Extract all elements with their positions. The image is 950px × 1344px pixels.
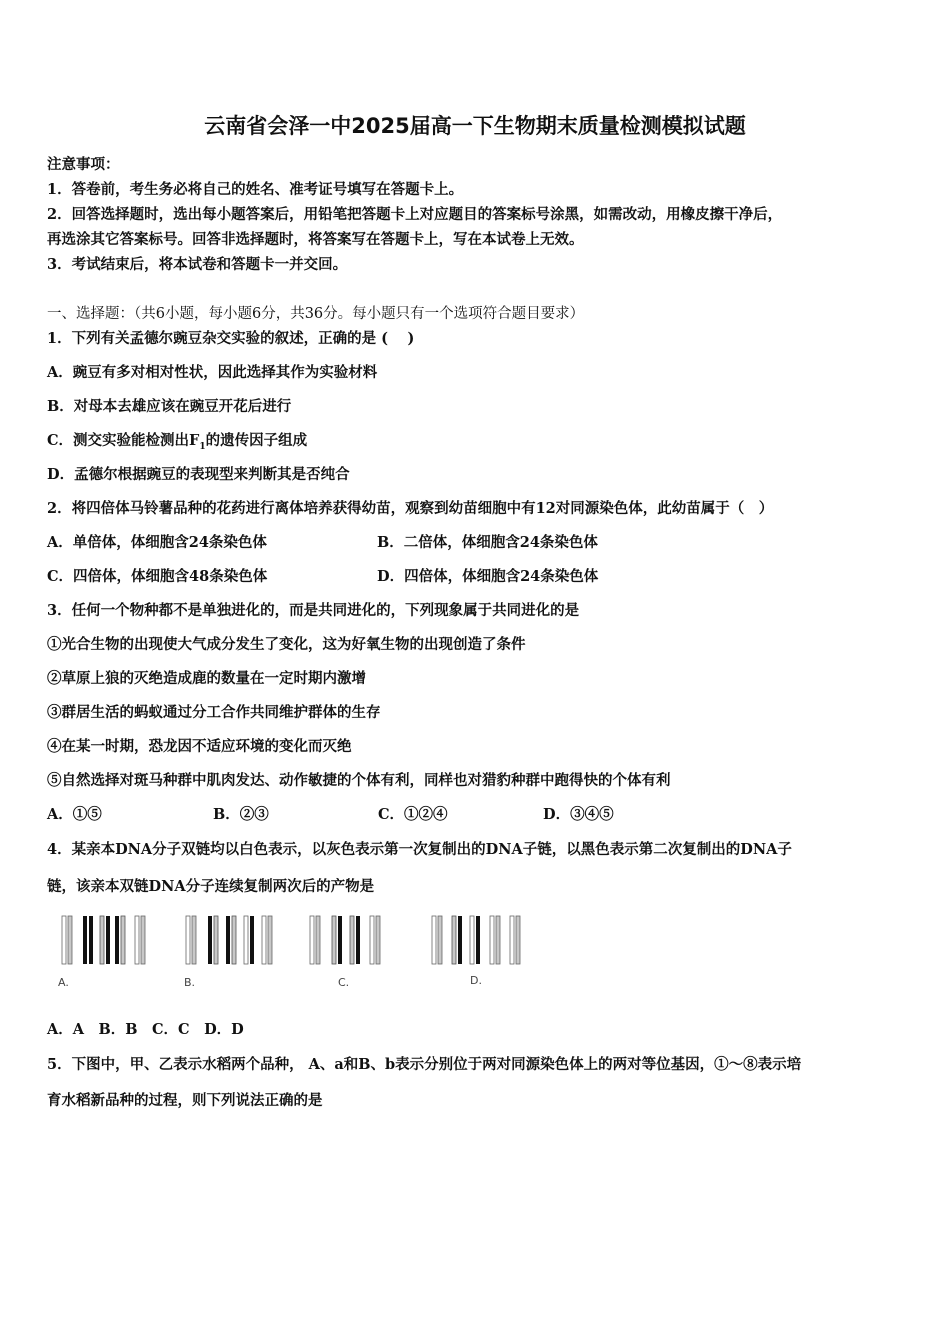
q4-stem-line-1: 4．某亲本DNA分子双链均以白色表示，以灰色表示第一次复制出的DNA子链，以黑色表示第二次复制出的DNA子 — [47, 841, 792, 858]
dna-option-c-label: C. — [338, 976, 350, 989]
q5-stem-line-1: 5．下图中，甲、乙表示水稻两个品种， A、a和B、b表示分别位于两对同源染色体上的两对等位基因，①～⑧表示培 — [47, 1056, 802, 1073]
q1-option-c-post: 的遗传因子组成 — [205, 432, 308, 449]
notice-item-1: 1．答卷前，考生务必将自己的姓名、准考证号填写在答题卡上。 — [47, 181, 464, 198]
q2-options-row-2 — [47, 565, 598, 586]
q2-stem: 2．将四倍体马铃薯品种的花药进行离体培养获得幼苗，观察到幼苗细胞中有12对同源染色体，此幼苗属于（ ） — [47, 500, 774, 517]
q4-options: A．A B．B C．C D．D — [47, 1021, 244, 1038]
q3-options-row — [47, 803, 614, 824]
dna-option-d-label: D. — [470, 974, 482, 987]
dna-option-b-strands — [186, 916, 272, 964]
section-heading: 一、选择题：（共6小题，每小题6分，共36分。每小题只有一个选项符合题目要求） — [47, 306, 585, 322]
q3-option-d: D．③④⑤ — [543, 806, 614, 823]
q2-option-d: D．四倍体，体细胞含24条染色体 — [377, 568, 599, 585]
q4-stem-line-2: 链，该亲本双链DNA分子连续复制两次后的产物是 — [47, 878, 375, 895]
notice-item-2-cont: 再选涂其它答案标号。回答非选择题时，将答案写在答题卡上，写在本试卷上无效。 — [47, 231, 584, 248]
q3-option-c: C．①②④ — [378, 806, 448, 823]
q3-option-b: B．②③ — [213, 806, 269, 823]
q3-statement-3: ③群居生活的蚂蚁通过分工合作共同维护群体的生存 — [47, 704, 381, 721]
q1-option-d: D．孟德尔根据豌豆的表现型来判断其是否纯合 — [47, 466, 350, 483]
q1-option-a: A．豌豆有多对相对性状，因此选择其作为实验材料 — [47, 364, 378, 381]
dna-option-a-strands — [62, 916, 145, 964]
q3-option-a: A．①⑤ — [47, 806, 102, 823]
q2-options-row-1 — [47, 531, 598, 552]
dna-option-c-strands — [310, 916, 380, 964]
notice-heading: 注意事项： — [47, 156, 120, 173]
q5-stem-line-2: 育水稻新品种的过程，则下列说法正确的是 — [47, 1092, 323, 1109]
dna-option-d-strands — [432, 916, 520, 964]
q2-option-b: B．二倍体，体细胞含24条染色体 — [377, 534, 598, 551]
q1-option-b: B．对母本去雄应该在豌豆开花后进行 — [47, 398, 292, 415]
q3-statement-4: ④在某一时期，恐龙因不适应环境的变化而灭绝 — [47, 738, 352, 755]
q2-option-a: A．单倍体，体细胞含24条染色体 — [47, 534, 267, 551]
dna-figure-svg — [52, 910, 532, 994]
notice-item-3: 3．考试结束后，将本试卷和答题卡一并交回。 — [47, 256, 348, 273]
q1-option-c — [47, 429, 307, 452]
q1-option-c-sub: 1 — [199, 441, 206, 452]
dna-option-b-label: B. — [184, 976, 196, 989]
q3-statement-5: ⑤自然选择对斑马种群中肌肉发达、动作敏捷的个体有利，同样也对猎豹种群中跑得快的个体有利 — [47, 772, 671, 789]
q3-statement-1: ①光合生物的出现使大气成分发生了变化，这为好氧生物的出现创造了条件 — [47, 636, 526, 653]
page-title: 云南省会泽一中2025届高一下生物期末质量检测模拟试题 — [204, 114, 746, 138]
notice-item-2: 2．回答选择题时，选出每小题答案后，用铅笔把答题卡上对应题目的答案标号涂黑，如需改动，用橡皮擦干净后， — [47, 206, 783, 223]
q3-statement-2: ②草原上狼的灭绝造成鹿的数量在一定时期内激增 — [47, 670, 366, 687]
q1-stem: 1．下列有关孟德尔豌豆杂交实验的叙述，正确的是 ( ) — [47, 330, 415, 347]
dna-option-a-label: A. — [58, 976, 69, 989]
q1-option-c-pre: C．测交实验能检测出F — [47, 432, 200, 449]
dna-replication-figure — [52, 910, 532, 994]
q3-stem: 3．任何一个物种都不是单独进化的，而是共同进化的，下列现象属于共同进化的是 — [47, 602, 580, 619]
q2-option-c: C．四倍体，体细胞含48条染色体 — [47, 568, 268, 585]
